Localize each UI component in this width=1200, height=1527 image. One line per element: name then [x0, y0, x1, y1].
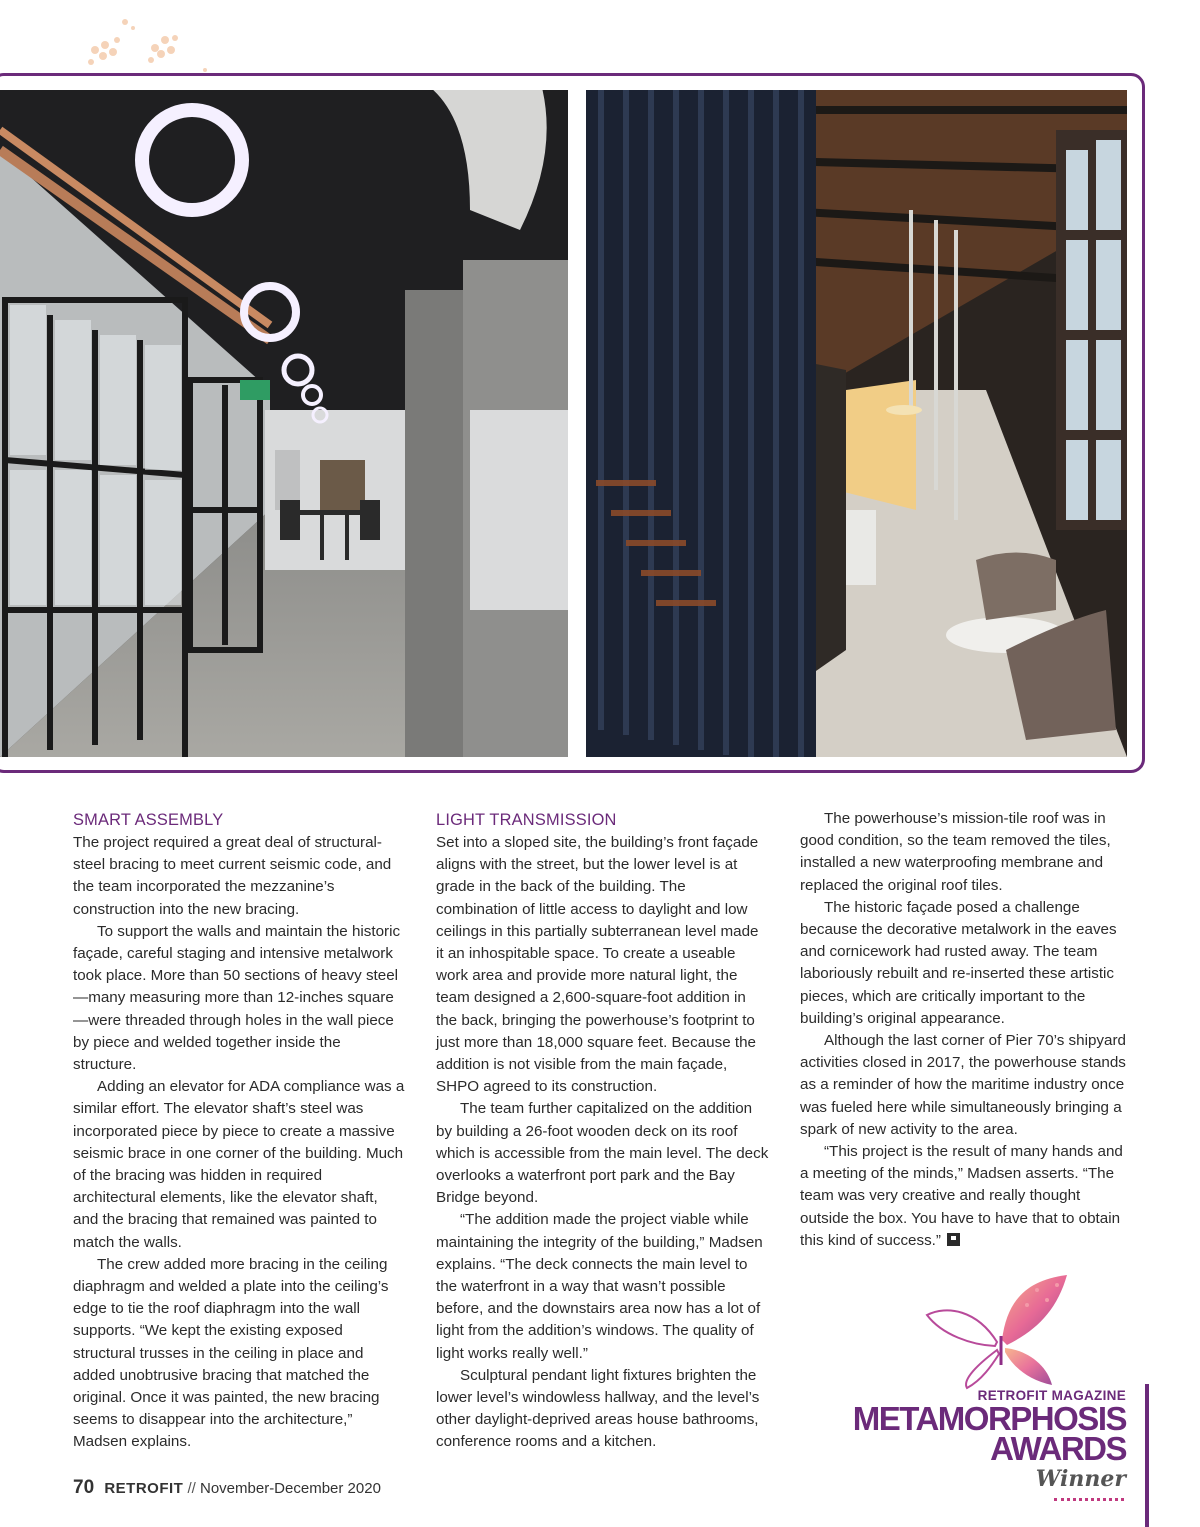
- butterfly-icon: [917, 1270, 1077, 1390]
- page-edge-bar: [1145, 1384, 1149, 1527]
- footer-separator: //: [187, 1480, 196, 1497]
- issue-date: November-December 2020: [200, 1480, 381, 1497]
- award-magazine-label: RETROFIT MAGAZINE: [977, 1388, 1126, 1403]
- paragraph: The historic façade posed a challenge because the decorative metalwork in the eaves and cornicework had rusted away. The team laboriously rebuilt and re-inserted these artistic pieces, which are critically important to the building’s original appearance.: [800, 898, 1117, 1027]
- article-column-1: [73, 808, 406, 1454]
- decorative-dots: [55, 10, 255, 80]
- decorative-dotted-rule: [1054, 1498, 1124, 1504]
- paragraph: To support the walls and maintain the historic façade, careful staging and intensive metalwork took place. More than 50 sections of heavy steel—many measuring more than 12-inches square—were threaded through holes in the wall piece by piece and welded together inside the structure.: [73, 922, 401, 1074]
- page-number: 70: [73, 1477, 95, 1498]
- article-column-3: [800, 808, 1133, 1252]
- award-title-line2: AWARDS: [990, 1430, 1126, 1467]
- paragraph-final: [800, 1141, 1133, 1252]
- article-column-2: [436, 808, 769, 1454]
- metamorphosis-awards-logo: [852, 1270, 1130, 1505]
- paragraph: The project required a great deal of structural-steel bracing to meet current seismic code, and the team incorporated the mezzanine’s construction into the new bracing.: [73, 834, 392, 918]
- hallway-photo: [0, 90, 568, 757]
- section-heading-light-transmission: LIGHT TRANSMISSION: [436, 811, 617, 829]
- end-of-article-icon: [947, 1233, 960, 1246]
- paragraph: The crew added more bracing in the ceiling diaphragm and welded a plate into the ceiling’s edge to tie the roof diaphragm into the wall supports. “We kept the existing exposed structural trusses in the ceiling in place and added unobtrusive bracing that matched the original. Once it was painted, the new bracing seems to disappear into the architecture,” Madsen explains.: [73, 1255, 389, 1451]
- award-title-line1: METAMORPHOSIS: [852, 1400, 1126, 1437]
- paragraph: “The addition made the project viable while maintaining the integrity of the building,” Madsen explains. “The deck connects the main level to the waterfront in a way that wasn’t possible before, and the downstairs area now has a lot of light from the addition’s windows. The quality of light works really well.”: [436, 1211, 763, 1362]
- paragraph-final-text: “This project is the result of many hands and a meeting of the minds,” Madsen asserts. “The team was very creative and really thought outside the box. You have to have that to obtain this kind of success.”: [800, 1143, 1123, 1249]
- paragraph: Set into a sloped site, the building’s front façade aligns with the street, but the lower level is at grade in the back of the building. The combination of little access to daylight and low ceilings in this partially subterranean level made it an inhospitable space. To create a useable work area and provide more natural light, the team designed a 2,600-square-foot addition in the back, bringing the powerhouse’s footprint to just more than 18,000 square feet. Because the addition is not visible from the main façade, SHPO agreed to its construction.: [436, 834, 759, 1096]
- paragraph: The team further capitalized on the addition by building a 26-foot wooden deck on its roof which is accessible from the main level. The deck overlooks a waterfront port park and the Bay Bridge beyond.: [436, 1100, 769, 1207]
- stair-lounge-photo: [586, 90, 1127, 757]
- paragraph: Sculptural pendant light fixtures brighten the lower level’s windowless hallway, and the level’s other daylight-deprived areas house bathrooms, conference rooms and a kitchen.: [436, 1366, 760, 1451]
- page-footer: [73, 1477, 381, 1499]
- paragraph: Adding an elevator for ADA compliance was a similar effort. The elevator shaft’s steel was incorporated piece by piece to create a massive seismic brace in one corner of the building. Much of the bracing was hidden in required architectural elements, like the elevator shaft, and the bracing that remained was painted to match the walls.: [73, 1078, 405, 1251]
- award-winner-label: Winner: [1035, 1466, 1126, 1492]
- paragraph: The powerhouse’s mission-tile roof was in good condition, so the team removed the tiles, installed a new waterproofing membrane and replaced the original roof tiles.: [800, 810, 1111, 894]
- paragraph: Although the last corner of Pier 70’s shipyard activities closed in 2017, the powerhouse stands as a reminder of how the maritime industry once was fueled here while simultaneously bringing a spark of new activity to the area.: [800, 1032, 1126, 1138]
- section-heading-smart-assembly: SMART ASSEMBLY: [73, 811, 224, 829]
- magazine-name: RETROFIT: [104, 1480, 184, 1497]
